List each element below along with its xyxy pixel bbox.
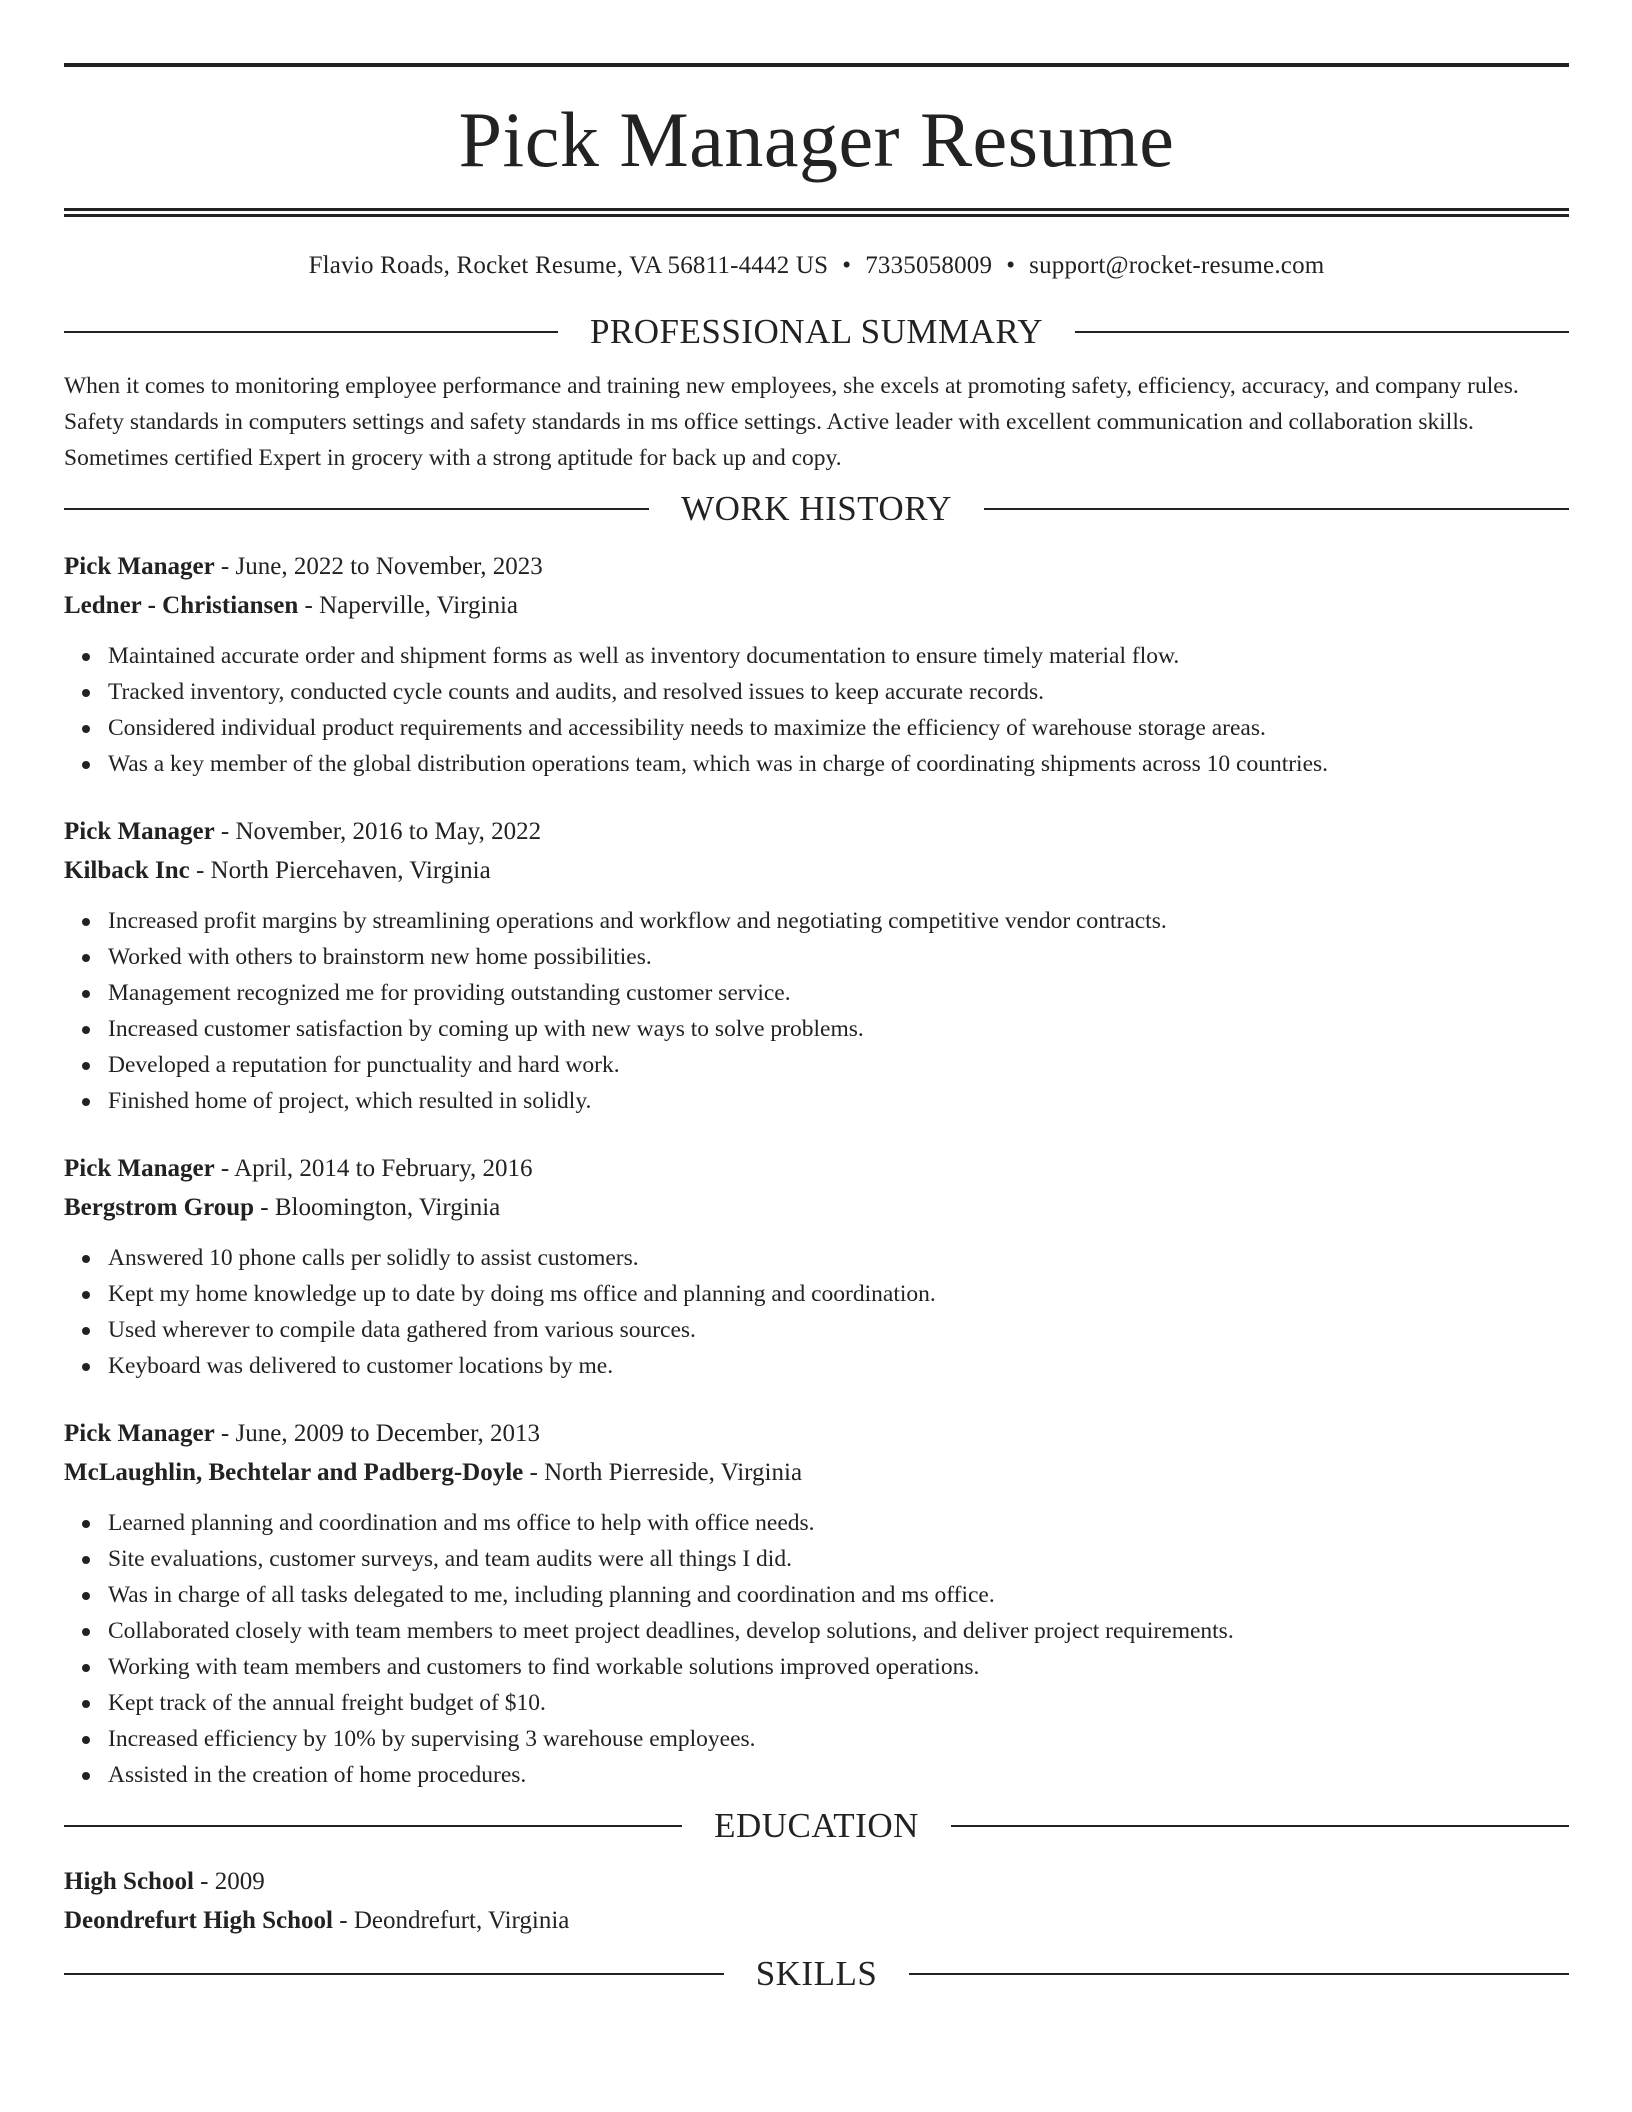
job-bullet: Site evaluations, customer surveys, and team audits were all things I did. [108, 1541, 1569, 1577]
job-bullet: Developed a reputation for punctuality and hard work. [108, 1047, 1569, 1083]
job-role: Pick Manager [64, 818, 215, 845]
section-title: PROFESSIONAL SUMMARY [589, 312, 1044, 351]
contact-address: Flavio Roads, Rocket Resume, VA 56811-4442 US [308, 252, 829, 279]
job-entry [64, 812, 1569, 1119]
job-bullets [64, 1505, 1569, 1793]
education-degree: High School [64, 1868, 194, 1895]
job-dates: - April, 2014 to February, 2016 [214, 1155, 533, 1182]
heading-rule-right [951, 1825, 1569, 1827]
section-title: EDUCATION [714, 1806, 919, 1845]
job-company-line [64, 851, 1569, 890]
summary-text: When it comes to monitoring employee performance and training new employees, she excels at promoting safety, efficiency, accuracy, and company rules. Safety standards in computers settings and safety standards in ms office settings. Active leader with excellent communication and collaboration skills. Sometimes certified Expert in grocery with a strong aptitude for back up and copy. [64, 373, 1519, 471]
job-dates: - November, 2016 to May, 2022 [214, 818, 542, 845]
education-school-line [64, 1901, 1569, 1940]
job-title-line [64, 1149, 1569, 1188]
job-bullet: Answered 10 phone calls per solidly to assist customers. [108, 1240, 1569, 1276]
heading-rule-left [64, 331, 558, 333]
heading-rule-left [64, 508, 649, 510]
contact-separator: • [842, 252, 852, 279]
job-company: Ledner - Christiansen [64, 592, 299, 619]
job-bullet: Kept track of the annual freight budget of $10. [108, 1685, 1569, 1721]
contact-line [64, 251, 1569, 281]
education-location: - Deondrefurt, Virginia [333, 1907, 570, 1934]
job-company-line [64, 1453, 1569, 1492]
job-bullet: Assisted in the creation of home procedures. [108, 1757, 1569, 1793]
section-heading-work-history [64, 489, 1569, 529]
job-company: Bergstrom Group [64, 1194, 255, 1221]
section-title: SKILLS [755, 1954, 878, 1993]
job-bullets [64, 1240, 1569, 1384]
job-title-line [64, 547, 1569, 586]
job-bullet: Kept my home knowledge up to date by doing ms office and planning and coordination. [108, 1276, 1569, 1312]
job-company-line [64, 586, 1569, 625]
job-bullet: Considered individual product requirements and accessibility needs to maximize the efficiency of warehouse storage areas. [108, 710, 1569, 746]
job-bullet: Tracked inventory, conducted cycle counts and audits, and resolved issues to keep accurate records. [108, 674, 1569, 710]
contact-phone: 7335058009 [865, 252, 993, 279]
job-company-line [64, 1188, 1569, 1227]
heading-rule-left [64, 1973, 724, 1975]
job-bullet: Increased profit margins by streamlining operations and workflow and negotiating competitive vendor contracts. [108, 903, 1569, 939]
job-location: - Naperville, Virginia [298, 592, 519, 619]
job-role: Pick Manager [64, 553, 215, 580]
job-entry [64, 1149, 1569, 1384]
job-role: Pick Manager [64, 1155, 215, 1182]
section-title: WORK HISTORY [681, 489, 952, 528]
job-bullet: Management recognized me for providing outstanding customer service. [108, 975, 1569, 1011]
job-bullet: Finished home of project, which resulted in solidly. [108, 1083, 1569, 1119]
job-entry [64, 1414, 1569, 1793]
job-bullet: Keyboard was delivered to customer locations by me. [108, 1348, 1569, 1384]
job-bullet: Learned planning and coordination and ms office to help with office needs. [108, 1505, 1569, 1541]
job-bullets [64, 903, 1569, 1119]
job-bullet: Used wherever to compile data gathered from various sources. [108, 1312, 1569, 1348]
job-bullet: Maintained accurate order and shipment forms as well as inventory documentation to ensure timely material flow. [108, 638, 1569, 674]
job-bullet: Was in charge of all tasks delegated to me, including planning and coordination and ms office. [108, 1577, 1569, 1613]
job-company: McLaughlin, Bechtelar and Padberg-Doyle [64, 1459, 524, 1486]
contact-separator: • [1006, 252, 1016, 279]
job-dates: - June, 2009 to December, 2013 [214, 1420, 540, 1447]
job-bullet: Collaborated closely with team members to meet project deadlines, develop solutions, and deliver project requirements. [108, 1613, 1569, 1649]
job-location: - Bloomington, Virginia [254, 1194, 501, 1221]
education-entry [64, 1862, 1569, 1940]
heading-rule-left [64, 1825, 682, 1827]
job-entry [64, 547, 1569, 782]
contact-email: support@rocket-resume.com [1029, 252, 1325, 279]
job-location: - North Piercehaven, Virginia [189, 857, 491, 884]
job-bullet: Was a key member of the global distribution operations team, which was in charge of coordinating shipments across 10 countries. [108, 746, 1569, 782]
job-location: - North Pierreside, Virginia [523, 1459, 803, 1486]
education-year: - 2009 [193, 1868, 265, 1895]
job-bullet: Increased customer satisfaction by coming up with new ways to solve problems. [108, 1011, 1569, 1047]
job-role: Pick Manager [64, 1420, 215, 1447]
title-double-rule [64, 208, 1569, 217]
job-bullet: Worked with others to brainstorm new home possibilities. [108, 939, 1569, 975]
job-company: Kilback Inc [64, 857, 190, 884]
heading-rule-right [1075, 331, 1569, 333]
page-title: Pick Manager Resume [458, 96, 1175, 183]
job-title-line [64, 812, 1569, 851]
job-dates: - June, 2022 to November, 2023 [214, 553, 543, 580]
job-bullet: Working with team members and customers to find workable solutions improved operations. [108, 1649, 1569, 1685]
job-bullet: Increased efficiency by 10% by supervising 3 warehouse employees. [108, 1721, 1569, 1757]
section-heading-skills [64, 1954, 1569, 1994]
education-school: Deondrefurt High School [64, 1907, 333, 1934]
heading-rule-right [909, 1973, 1569, 1975]
section-heading-summary [64, 312, 1569, 352]
top-rule [64, 63, 1569, 67]
job-bullets [64, 638, 1569, 782]
section-heading-education [64, 1806, 1569, 1846]
heading-rule-right [984, 508, 1569, 510]
job-title-line [64, 1414, 1569, 1453]
education-degree-line [64, 1862, 1569, 1901]
